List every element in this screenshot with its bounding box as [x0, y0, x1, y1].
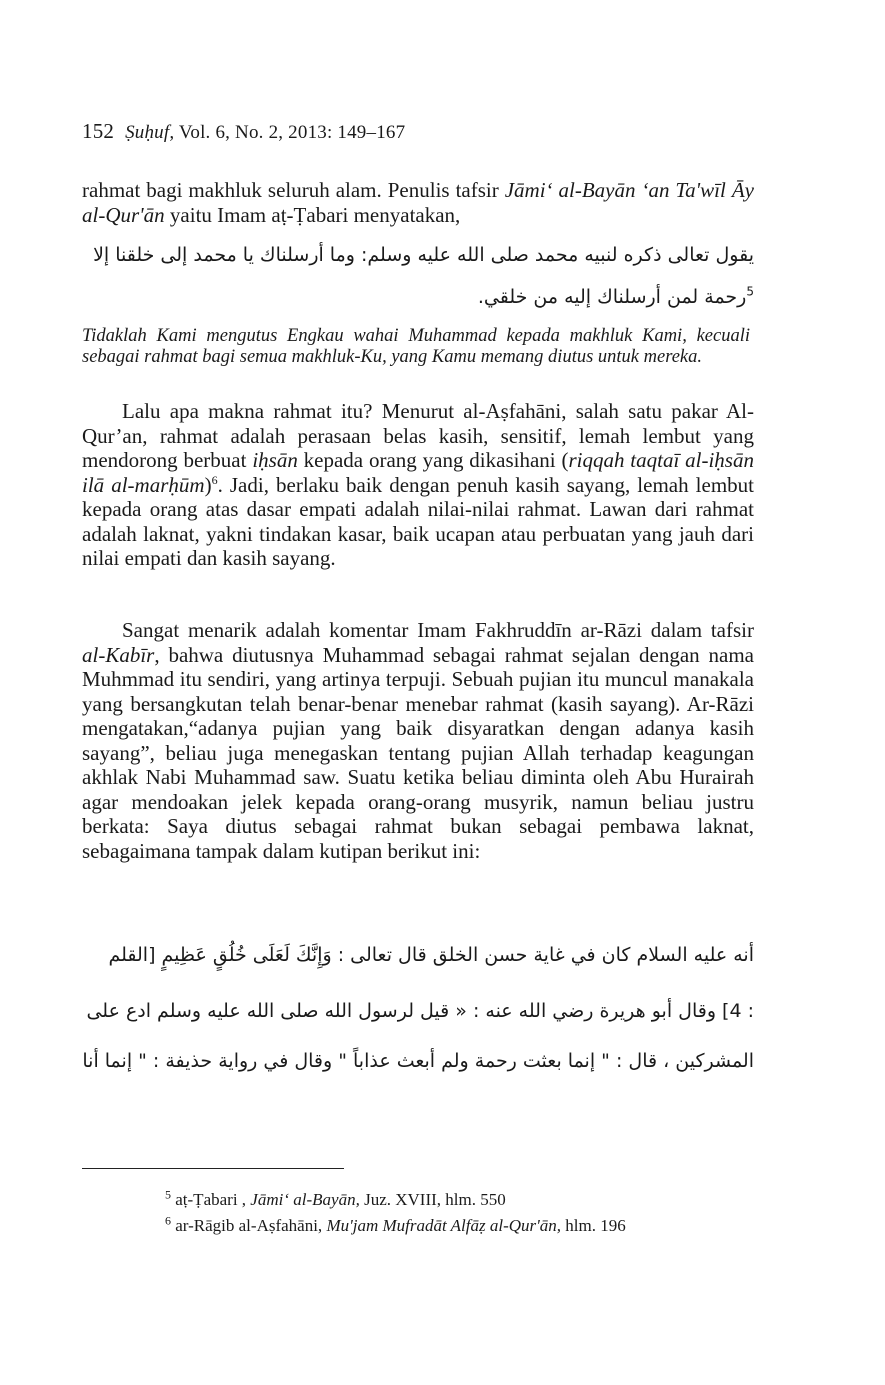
footnote-6-number: 6 — [165, 1213, 171, 1228]
running-header — [82, 119, 405, 144]
journal-details: Vol. 6, No. 2, 2013: 149–167 — [178, 122, 406, 143]
paragraph-3-text-b: , bahwa diutusnya Muhammad sebagai rahmat sejalan dengan nama Muhmmad itu sendiri, yang artinya terpuji. Sebuah pujian itu muncul manakala yang bersangkutan telah benar-benar menebar rahmat (kasih sayang). Ar-Rāzi mengatakan,“adanya pujian yang baik disyaratkan dengan adanya kasih sayang”, beliau juga menegaskan tentang pujian Allah terhadap keagungan akhlak Nabi Muhammad saw. Suatu ketika beliau diminta oleh Abu Hurairah agar mendoakan jelek kepada orang-orang musyrik, namun beliau justru berkata: Saya diutus sebagai rahmat bukan sebagai pembawa laknat, sebagaimana tampak dalam kutipan berikut ini: — [82, 642, 754, 863]
arabic-quote-2-line-2: : 4] وقال أبو هريرة رضي الله عنه : « قيل لرسول الله صلى الله عليه وسلم ادع على — [86, 1000, 754, 1022]
footnote-5-pages: Juz. XVIII, hlm. 550 — [359, 1190, 506, 1209]
footnote-ref-6: 6 — [211, 472, 218, 487]
arabic-quote-2-line-1: أنه عليه السلام كان في غاية حسن الخلق قال تعالى : وَإِنَّكَ لَعَلَى خُلُقٍ عَظِيمٍ [القلم — [108, 944, 754, 966]
paragraph-2 — [82, 399, 754, 571]
footnote-ref-5: 5 — [746, 284, 754, 299]
paragraph-3 — [82, 618, 754, 863]
footnote-divider — [82, 1168, 344, 1169]
paragraph-2-text-c: ) — [204, 472, 212, 497]
paragraph-1-text-b: yaitu Imam aṭ-Ṭabari menyatakan, — [164, 202, 461, 227]
arabic-quote-2-line-3: المشركين ، قال : " إنما بعثت رحمة ولم أبعث عذاباً " وقال في رواية حذيفة : " إنما أنا — [82, 1050, 754, 1072]
footnote-6 — [165, 1213, 626, 1236]
footnote-5-title: Jāmi‘ al-Bayān, — [250, 1190, 360, 1209]
paragraph-1-text-a: rahmat bagi makhluk seluruh alam. Penulis tafsir — [82, 178, 505, 202]
tafsir-title: Jāmi‘ al-Bayān ‘an Ta'wīl Āy al-Qur'ān — [82, 178, 754, 227]
footnote-6-title: Mu'jam Mufradāt Alfāẓ al-Qur'ān, — [326, 1216, 562, 1235]
footnote-5-number: 5 — [165, 1187, 171, 1202]
term-riqqah: riqqah taqtaī al-iḥsān ilā al-marḥūm — [82, 448, 754, 497]
paragraph-1 — [82, 178, 754, 227]
paragraph-2-text-b: kepada orang yang dikasihani ( — [297, 448, 569, 472]
arabic-quote-1-line-2-text: رحمة لمن أرسلناك إليه من خلقي. — [477, 286, 747, 308]
footnote-5-author: aṭ-Ṭabari , — [175, 1190, 251, 1209]
arabic-quote-1-line-1: يقول تعالى ذكره لنبيه محمد صلى الله عليه وسلم: وما أرسلناك يا محمد إلى خلقنا إلا — [93, 244, 754, 266]
paragraph-2-text-a: Lalu apa makna rahmat itu? Menurut al-Aṣfahāni, salah satu pakar Al-Qur’an, rahmat adalah perasaan belas kasih, sensitif, lemah lembut yang mendorong berbuat — [82, 399, 754, 472]
tafsir-al-kabir: al-Kabīr — [82, 642, 155, 667]
footnote-5 — [165, 1187, 506, 1210]
paragraph-2-text-d: . Jadi, berlaku baik dengan penuh kasih sayang, lemah lembut kepada orang atas dasar empati adalah nilai-nilai rahmat. Lawan dari rahmat adalah laknat, yakni tindakan kasar, baik ucapan atau perbuatan yang jauh dari nilai empati dan kasih sayang. — [82, 472, 754, 570]
paragraph-3-text-a: Sangat menarik adalah komentar Imam Fakhruddīn ar-Rāzi dalam tafsir — [122, 618, 754, 642]
page-number: 152 — [82, 119, 115, 143]
journal-name: Ṣuḥuf, — [125, 122, 175, 143]
term-ihsan: iḥsān — [252, 448, 298, 472]
arabic-quote-1-line-2 — [478, 286, 754, 308]
translation-text: Tidaklah Kami mengutus Engkau wahai Muhammad kepada makhluk Kami, kecuali sebagai rahmat bagi semua makhluk-Ku, yang Kamu memang diutus untuk mereka. — [82, 326, 750, 367]
footnote-6-pages: hlm. 196 — [561, 1216, 626, 1235]
footnote-6-author: ar-Rāgib al-Aṣfahāni, — [175, 1216, 327, 1235]
